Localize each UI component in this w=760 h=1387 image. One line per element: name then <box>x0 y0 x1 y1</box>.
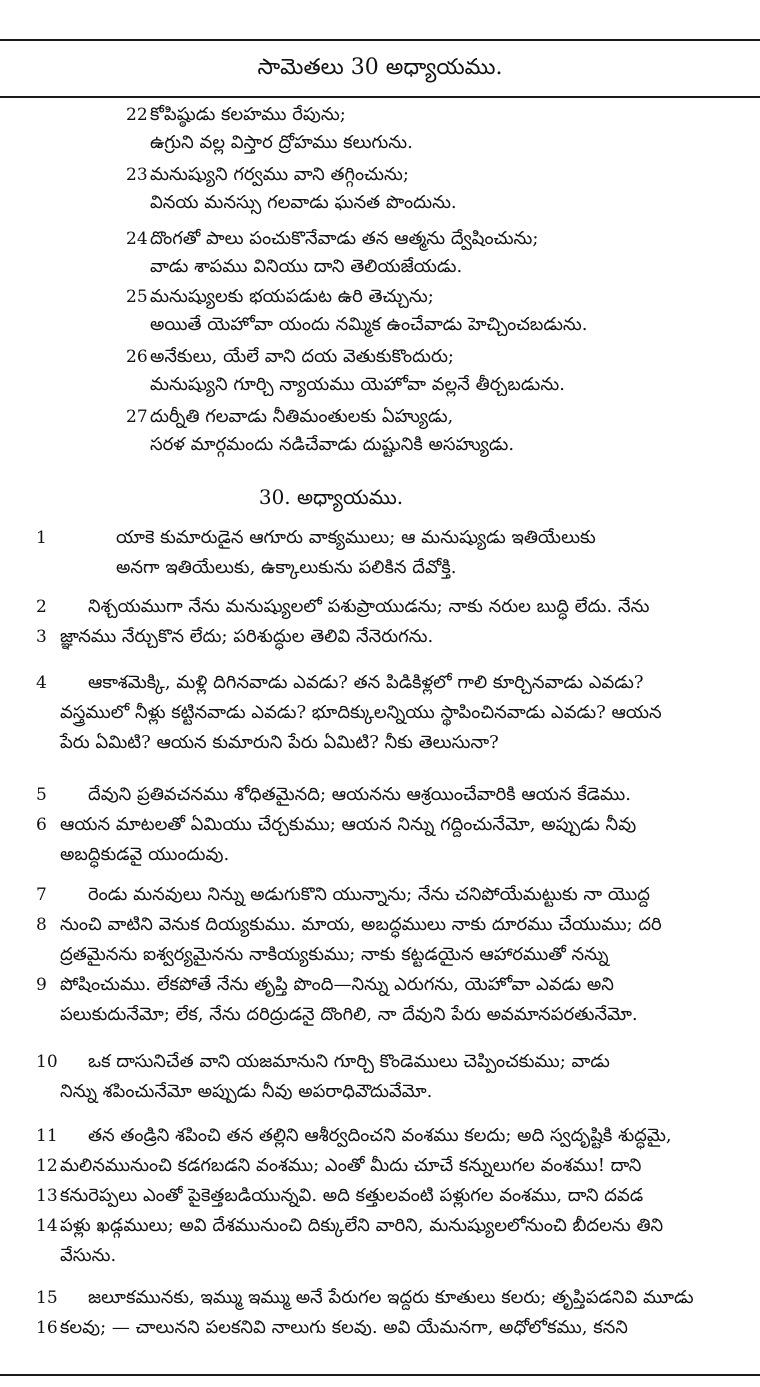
verse-number: 5 <box>36 785 47 805</box>
verse-text: వాడు శాపము వినియు దాని తెలియజేయడు. <box>150 256 463 277</box>
verse-text: వస్త్రములో నీళ్లు కట్టినవాడు ఎవడు? భూదిక్కులన్నియు స్థాపించినవాడు ఎవడు? ఆయన <box>60 702 662 723</box>
verse-block <box>0 225 740 281</box>
verse-line <box>0 622 735 652</box>
verse-number: 1 <box>36 528 47 548</box>
verse-number: 15 <box>36 1288 58 1308</box>
verse-number: 16 <box>36 1318 58 1338</box>
verse-line <box>0 553 735 583</box>
verse-number: 26 <box>126 347 148 367</box>
verse-line <box>0 189 720 217</box>
paragraph <box>0 1047 740 1107</box>
chapter-heading: 30. అధ్యాయము. <box>258 485 404 509</box>
verse-line <box>0 698 735 728</box>
paragraph <box>0 1283 740 1343</box>
verse-text: కలవు; — చాలునని పలకనివి నాలుగు కలవు. అవి యేమనగా, అధోలోకము, కనని <box>60 1317 628 1338</box>
verse-line <box>0 840 735 870</box>
verse-number: 9 <box>36 975 47 995</box>
verse-text: దేవుని ప్రతివచనము శోధితమైనది; ఆయనను ఆశ్రయించేవారికి ఆయన కేడెము. <box>88 784 631 805</box>
verse-line <box>0 970 735 1000</box>
verse-line <box>0 810 735 840</box>
verse-number: 23 <box>126 165 148 185</box>
verse-line <box>0 668 735 698</box>
paragraph <box>0 592 740 652</box>
verse-number: 14 <box>36 1216 58 1236</box>
verse-line <box>0 1181 735 1211</box>
verse-text: అనేకులు, యేలే వాని దయ వెతుకుకొందురు; <box>150 346 454 367</box>
verse-text: తన తండ్రిని శపించి తన తల్లిని ఆశీర్వదించని వంశము కలదు; అది స్వదృష్టికి శుద్ధమై, <box>88 1125 672 1146</box>
verse-line <box>0 1241 735 1271</box>
verse-line <box>0 343 720 371</box>
verse-text: వేసును. <box>60 1245 117 1266</box>
verse-line <box>0 1283 735 1313</box>
verse-line <box>0 1000 735 1030</box>
verse-line <box>0 1313 735 1343</box>
verse-number: 12 <box>36 1156 58 1176</box>
verse-line <box>0 728 735 758</box>
verse-text: కోపిష్ఠుడు కలహము రేపును; <box>150 104 346 125</box>
verse-text: దుర్నీతి గలవాడు నీతిమంతులకు ఏహ్యుడు, <box>150 406 454 427</box>
verse-line <box>0 431 720 459</box>
verse-line <box>0 910 735 940</box>
verse-line <box>0 161 720 189</box>
verse-text: పోషించుము. లేకపోతే నేను తృప్తి పొంది—నిన్ను ఎరుగను, యెహోవా ఎవడు అని <box>60 974 614 995</box>
verse-line <box>0 880 735 910</box>
verse-text: మనుష్యులకు భయపడుట ఉరి తెచ్చును; <box>150 286 434 307</box>
verse-block <box>0 403 740 459</box>
verse-line <box>0 1077 735 1107</box>
verse-line <box>0 403 720 431</box>
verse-line <box>0 523 735 553</box>
verse-text: నిన్ను శపించునేమో అప్పుడు నీవు అపరాధివౌదువేమో. <box>60 1081 433 1102</box>
verse-line <box>0 253 720 281</box>
verse-text: కనురెప్పలు ఎంతో పైకెత్తబడియున్నవి. అది కత్తులవంటి పళ్లుగల వంశము, దాని దవడ <box>60 1185 644 1206</box>
verse-number: 25 <box>126 287 148 307</box>
verse-number: 22 <box>126 105 148 125</box>
verse-text: నుంచి వాటిని వెనుక దియ్యకుము. మాయ, అబద్ధములు నాకు దూరము చేయుము; దరి <box>60 914 662 935</box>
verse-text: వినయ మనస్సు గలవాడు ఘనత పొందును. <box>150 192 457 213</box>
verse-text: అయితే యెహోవా యందు నమ్మిక ఉంచేవాడు హెచ్చించబడును. <box>150 314 588 335</box>
verse-block <box>0 161 740 217</box>
verse-number: 13 <box>36 1186 58 1206</box>
verse-text: మనుష్యుని గర్వము వాని తగ్గించును; <box>150 164 409 185</box>
verse-text: ఆయన మాటలతో ఏమియు చేర్చకుము; ఆయన నిన్ను గద్దించునేమో, అప్పుడు నీవు <box>60 814 637 835</box>
verse-text: ఒక దాసునిచేత వాని యజమానుని గూర్చి కొండెములు చెప్పించకుము; వాడు <box>88 1051 610 1072</box>
header-rule <box>0 96 760 98</box>
verse-line <box>0 371 720 399</box>
verse-text: మనుష్యుని గూర్చి న్యాయము యెహోవా వల్లనే తీర్చబడును. <box>150 374 565 395</box>
verse-text: మలినమునుంచి కడగబడని వంశము; ఎంతో మీదు చూచే కన్నులుగల వంశము! దాని <box>60 1155 642 1176</box>
verse-line <box>0 1121 735 1151</box>
verse-text: రెండు మనవులు నిన్ను అడుగుకొని యున్నాను; నేను చనిపోయేమట్టుకు నా యొద్ద <box>88 884 650 905</box>
verse-text: పళ్లు ఖడ్గములు; అవి దేశమునుంచి దిక్కులేని వారిని, మనుష్యులలోనుంచి బీదలను తిని <box>60 1215 664 1236</box>
verse-number: 2 <box>36 597 47 617</box>
verse-number: 6 <box>36 815 47 835</box>
verse-text: పలుకుదునేమో; లేక, నేను దరిద్రుడనై దొంగిలి, నా దేవుని పేరు అవమానపరతునేమో. <box>60 1004 638 1025</box>
verse-text: పేరు ఏమిటి? ఆయన కుమారుని పేరు ఏమిటి? నీకు తెలుసునా? <box>60 732 499 753</box>
verse-text: అనగా ఇతియేలుకు, ఉక్కాలుకును పలికిన దేవోక్తి. <box>116 557 457 578</box>
paragraph <box>0 523 740 583</box>
bottom-rule <box>0 1374 760 1376</box>
verse-text: ఉగ్రుని వల్ల విస్తార ద్రోహము కలుగును. <box>150 132 413 153</box>
verse-number: 10 <box>36 1052 58 1072</box>
verse-text: యాకె కుమారుడైన ఆగూరు వాక్యములు; ఆ మనుష్యుడు ఇతియేలుకు <box>116 527 596 548</box>
verse-line <box>0 283 720 311</box>
verse-number: 27 <box>126 407 148 427</box>
verse-text: ద్రతమైనను ఐశ్వర్యమైనను నాకియ్యకుము; నాకు కట్టడయైన ఆహారముతో నన్ను <box>60 944 609 965</box>
verse-number: 11 <box>36 1126 58 1146</box>
paragraph <box>0 880 740 1030</box>
verse-text: దొంగతో పాలు పంచుకొనేవాడు తన ఆత్మను ద్వేషించును; <box>150 228 539 249</box>
verse-line <box>0 225 720 253</box>
verse-text: జలూకమునకు, ఇమ్ము ఇమ్ము అనే పేరుగల ఇద్దరు కూతులు కలరు; తృప్తిపడనివి మూడు <box>88 1287 694 1308</box>
verse-line <box>0 101 720 129</box>
verse-line <box>0 940 735 970</box>
verse-block <box>0 283 740 339</box>
verse-block <box>0 101 740 157</box>
verse-text: సరళ మార్గమందు నడిచేవాడు దుష్టునికి అసహ్యుడు. <box>150 434 515 455</box>
verse-line <box>0 1151 735 1181</box>
verse-block <box>0 343 740 399</box>
verse-line <box>0 780 735 810</box>
verse-text: అబద్ధికుడవై యుందువు. <box>60 844 230 865</box>
verse-text: జ్ఞానము నేర్చుకొన లేదు; పరిశుద్ధుల తెలివి నేనెరుగను. <box>60 626 434 647</box>
verse-line <box>0 1047 735 1077</box>
verse-number: 4 <box>36 673 47 693</box>
verse-text: నిశ్చయముగా నేను మనుష్యులలో పశుప్రాయుడను; నాకు నరుల బుద్ధి లేదు. నేను <box>88 596 650 617</box>
paragraph <box>0 780 740 870</box>
verse-text: ఆకాశమెక్కి, మళ్లి దిగినవాడు ఎవడు? తన పిడికిళ్లలో గాలి కూర్చినవాడు ఎవడు? <box>88 672 644 693</box>
verse-line <box>0 1211 735 1241</box>
verse-line <box>0 129 720 157</box>
verse-number: 3 <box>36 627 47 647</box>
verse-number: 8 <box>36 915 47 935</box>
verse-line <box>0 592 735 622</box>
paragraph <box>0 1121 740 1271</box>
verse-number: 7 <box>36 885 47 905</box>
top-rule <box>0 39 760 41</box>
paragraph <box>0 668 740 758</box>
verse-number: 24 <box>126 229 148 249</box>
verse-line <box>0 311 720 339</box>
page-header-title: సామెతలు 30 అధ్యాయము. <box>257 55 503 80</box>
